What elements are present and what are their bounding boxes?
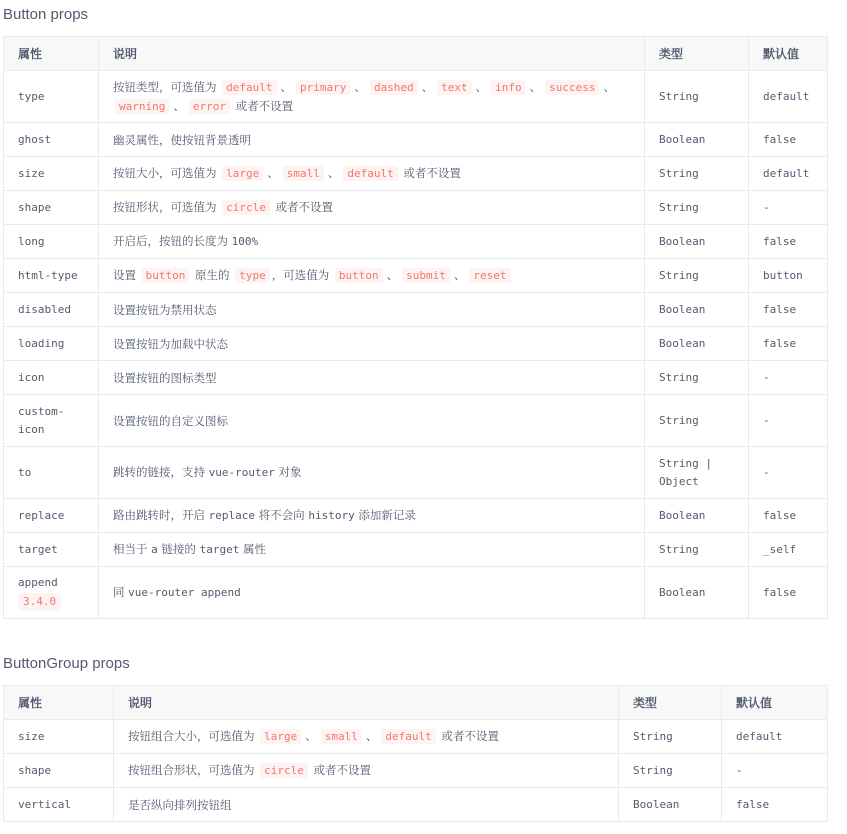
- separator: 、: [529, 79, 542, 94]
- desc-text: 同: [113, 585, 129, 599]
- prop-cell: [4, 567, 99, 619]
- table-row: [4, 720, 828, 754]
- prop-cell: [4, 259, 99, 293]
- desc-text: 或者不设置: [437, 729, 499, 743]
- table-row: [4, 191, 828, 225]
- desc-text: 按钮组合大小，可选值为: [128, 729, 259, 743]
- default-cell: default: [722, 720, 828, 754]
- code-text: replace: [208, 509, 256, 522]
- desc-text: 开启后，按钮的长度为: [113, 234, 232, 248]
- separator: 、: [280, 79, 293, 94]
- desc-cell: [99, 71, 645, 123]
- table-row: [4, 447, 828, 499]
- desc-text: 链接的: [157, 542, 200, 556]
- desc-cell: [99, 361, 645, 395]
- code-text: target: [199, 543, 240, 556]
- desc-cell: [99, 533, 645, 567]
- code-value: submit: [402, 268, 450, 283]
- prop-name: target: [18, 542, 58, 556]
- prop-cell: [4, 225, 99, 259]
- desc-text: 是否纵向排列按钮组: [128, 797, 232, 812]
- code-value: circle: [222, 200, 270, 215]
- desc-text: ，可选值为: [271, 268, 333, 282]
- default-cell: false: [749, 293, 828, 327]
- desc-text: 将不会向: [255, 508, 309, 522]
- code-text: vue-router append: [128, 586, 241, 599]
- button-props-title: Button props: [3, 6, 89, 23]
- prop-name: ghost: [18, 132, 52, 146]
- desc-cell: [99, 447, 645, 499]
- type-cell: String: [645, 259, 749, 293]
- prop-name: icon: [18, 370, 45, 384]
- table-row: [4, 157, 828, 191]
- type-cell: String: [645, 71, 749, 123]
- desc-cell: [99, 225, 645, 259]
- table-row: [4, 225, 828, 259]
- code-value: small: [283, 166, 324, 181]
- prop-name: size: [18, 166, 45, 180]
- desc-text: 设置按钮为禁用状态: [113, 302, 217, 317]
- code-value: type: [235, 268, 270, 283]
- code-value: text: [437, 80, 472, 95]
- desc-text: 或者不设置: [399, 166, 461, 180]
- prop-cell: [4, 157, 99, 191]
- desc-cell: [99, 327, 645, 361]
- type-cell: String: [619, 754, 722, 788]
- desc-cell: [114, 788, 619, 822]
- prop-name: append: [18, 576, 58, 589]
- default-cell: button: [749, 259, 828, 293]
- default-cell: false: [749, 499, 828, 533]
- prop-cell: [4, 447, 99, 499]
- default-cell: default: [749, 71, 828, 123]
- table-header-row: [4, 37, 828, 71]
- prop-name: type: [18, 89, 45, 103]
- prop-cell: [4, 533, 99, 567]
- code-value: dashed: [370, 80, 418, 95]
- type-cell: Boolean: [645, 293, 749, 327]
- prop-name: replace: [18, 508, 65, 522]
- desc-text: 按钮类型，可选值为: [113, 79, 221, 94]
- separator: 、: [453, 268, 466, 282]
- code-value: success: [545, 80, 599, 95]
- prop-name: disabled: [18, 302, 71, 316]
- desc-text: 设置按钮为加载中状态: [113, 336, 228, 351]
- table-row: [4, 499, 828, 533]
- code-value: large: [222, 166, 263, 181]
- desc-cell: [99, 191, 645, 225]
- desc-text: 路由跳转时，开启: [113, 508, 209, 522]
- prop-cell: [4, 395, 99, 447]
- header-desc: 说明: [99, 37, 645, 71]
- type-cell: Boolean: [645, 225, 749, 259]
- separator: 、: [327, 166, 340, 180]
- prop-name: shape: [18, 200, 52, 214]
- prop-cell: [4, 499, 99, 533]
- default-cell: false: [749, 567, 828, 619]
- desc-text: 相当于: [113, 542, 152, 556]
- desc-text: 原生的: [191, 268, 234, 282]
- desc-cell: [114, 720, 619, 754]
- type-cell: String: [619, 720, 722, 754]
- prop-name: long: [18, 234, 45, 248]
- separator: 、: [421, 79, 434, 94]
- prop-cell: [4, 361, 99, 395]
- default-cell: -: [749, 447, 828, 499]
- desc-cell: [99, 567, 645, 619]
- prop-cell: [4, 754, 114, 788]
- desc-cell: [99, 157, 645, 191]
- code-value: primary: [296, 80, 350, 95]
- table-row: [4, 533, 828, 567]
- prop-name: html-type: [18, 268, 78, 282]
- prop-name: shape: [18, 763, 52, 777]
- desc-text: 设置按钮的图标类型: [113, 370, 217, 385]
- type-cell: String | Object: [645, 447, 749, 499]
- default-cell: false: [749, 327, 828, 361]
- version-badge: 3.4.0: [18, 593, 61, 611]
- table-row: [4, 327, 828, 361]
- separator: 、: [305, 729, 317, 743]
- table-row: [4, 293, 828, 327]
- default-cell: -: [722, 754, 828, 788]
- type-cell: String: [645, 361, 749, 395]
- buttongroup-props-title: ButtonGroup props: [3, 655, 130, 672]
- buttongroup-props-body: [4, 720, 828, 822]
- desc-text: 或者不设置: [271, 200, 334, 214]
- table-header-row: [4, 686, 828, 720]
- default-cell: false: [749, 225, 828, 259]
- code-value: reset: [469, 268, 510, 283]
- header-default: 默认值: [749, 37, 828, 71]
- prop-cell: [4, 71, 99, 123]
- desc-text: 设置: [113, 268, 140, 282]
- code-value: error: [189, 99, 230, 114]
- type-cell: String: [645, 157, 749, 191]
- desc-cell: [99, 499, 645, 533]
- separator: 、: [267, 166, 279, 180]
- type-cell: Boolean: [645, 499, 749, 533]
- default-cell: false: [722, 788, 828, 822]
- desc-text: 按钮组合形状，可选值为: [128, 763, 259, 777]
- prop-name: custom-icon: [18, 404, 65, 436]
- type-cell: String: [645, 395, 749, 447]
- desc-text: 按钮大小，可选值为: [113, 166, 221, 180]
- prop-cell: [4, 123, 99, 157]
- code-value: button: [335, 268, 383, 283]
- type-cell: String: [645, 191, 749, 225]
- default-cell: _self: [749, 533, 828, 567]
- separator: 、: [354, 79, 366, 94]
- header-desc: 说明: [114, 686, 619, 720]
- desc-cell: [99, 293, 645, 327]
- type-cell: String: [645, 533, 749, 567]
- code-value: default: [222, 80, 276, 95]
- table-row: [4, 259, 828, 293]
- prop-cell: [4, 720, 114, 754]
- default-cell: -: [749, 191, 828, 225]
- desc-text: 属性: [239, 542, 266, 556]
- default-cell: -: [749, 361, 828, 395]
- code-text: 100%: [231, 235, 259, 248]
- separator: 、: [475, 79, 488, 94]
- code-text: a: [151, 543, 158, 556]
- separator: 、: [173, 98, 185, 113]
- prop-name: loading: [18, 336, 65, 350]
- table-row: [4, 567, 828, 619]
- button-props-table: [3, 36, 828, 619]
- desc-cell: [99, 123, 645, 157]
- buttongroup-props-table: [3, 685, 828, 822]
- header-prop: 属性: [4, 37, 99, 71]
- header-default: 默认值: [722, 686, 828, 720]
- header-type: 类型: [645, 37, 749, 71]
- desc-cell: [114, 754, 619, 788]
- table-row: [4, 361, 828, 395]
- prop-name: vertical: [18, 797, 71, 811]
- desc-text: 跳转的链接，支持: [113, 465, 209, 479]
- prop-cell: [4, 293, 99, 327]
- table-row: [4, 754, 828, 788]
- desc-cell: [99, 259, 645, 293]
- desc-text: 或者不设置: [309, 763, 372, 777]
- header-type: 类型: [619, 686, 722, 720]
- type-cell: Boolean: [619, 788, 722, 822]
- prop-cell: [4, 191, 99, 225]
- default-cell: -: [749, 395, 828, 447]
- code-value: default: [343, 166, 397, 181]
- separator: 、: [603, 79, 615, 94]
- prop-cell: [4, 788, 114, 822]
- desc-text: 添加新记录: [354, 508, 416, 522]
- desc-cell: [99, 395, 645, 447]
- button-props-body: [4, 71, 828, 619]
- code-value: button: [142, 268, 190, 283]
- desc-text: 设置按钮的自定义图标: [113, 413, 228, 428]
- code-value: warning: [115, 99, 169, 114]
- desc-text: 或者不设置: [231, 98, 294, 113]
- prop-name: to: [18, 465, 32, 479]
- prop-name: size: [18, 729, 45, 743]
- separator: 、: [386, 268, 399, 282]
- code-value: default: [381, 729, 435, 744]
- default-cell: false: [749, 123, 828, 157]
- code-value: small: [321, 729, 362, 744]
- desc-text: 按钮形状，可选值为: [113, 200, 221, 214]
- desc-text: 对象: [274, 465, 302, 479]
- type-cell: Boolean: [645, 123, 749, 157]
- prop-cell: [4, 327, 99, 361]
- type-cell: Boolean: [645, 567, 749, 619]
- type-cell: Boolean: [645, 327, 749, 361]
- default-cell: default: [749, 157, 828, 191]
- code-text: vue-router: [208, 466, 275, 479]
- table-row: [4, 123, 828, 157]
- separator: 、: [365, 729, 378, 743]
- table-row: [4, 788, 828, 822]
- header-prop: 属性: [4, 686, 114, 720]
- code-value: circle: [260, 763, 308, 778]
- table-row: [4, 395, 828, 447]
- code-value: info: [491, 80, 526, 95]
- table-row: [4, 71, 828, 123]
- code-value: large: [260, 729, 301, 744]
- desc-text: 幽灵属性，使按钮背景透明: [113, 132, 251, 147]
- code-text: history: [308, 509, 355, 522]
